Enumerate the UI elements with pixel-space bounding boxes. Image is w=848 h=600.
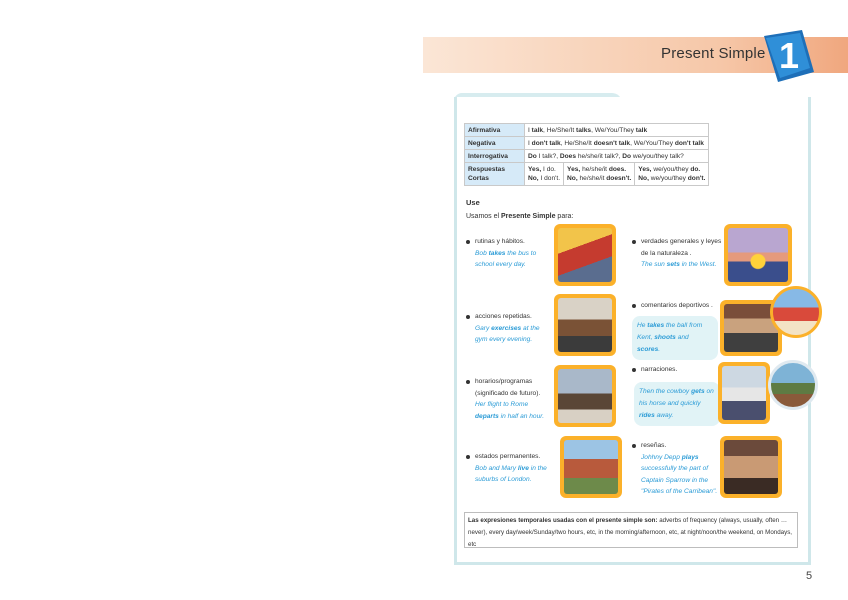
unit-badge [762,28,816,84]
row-label: Negativa [465,137,525,150]
row-label: Interrogativa [465,150,525,163]
use-item-truths: verdades generales y leyes de la naturaleza . The sun sets in the West. [632,236,724,271]
table-cell: I talk, He/She/It talks, We/You/They talk [525,124,709,137]
use-item-repeated: acciones repetidas. Gary exercises at the gym every evening. [466,311,552,346]
use-item-reviews: reseñas. Johhny Depp plays successfully the part of Captain Sparrow in the "Pirates of the Carribean". [632,440,718,498]
photo-gym [554,294,616,356]
table-cell: Yes, he/she/it does. No, he/she/it doesn't. [564,163,635,186]
photo-reading-boy [718,362,770,424]
time-expressions-note: Las expresiones temporales usadas con el presente simple son: adverbs of frequency (always, usually, often … never), every day/week/Sunday/two hours, etc, in the morning/afternoon, etc, at night/noon/the weekend, on Mondays, etc [464,512,798,548]
unit-number: 1 [778,35,800,76]
use-heading: Use [466,198,480,207]
photo-cowboy [768,360,818,410]
photo-bus-student [554,224,616,286]
table-row [465,124,709,137]
table-cell: I don't talk, He/She/It doesn't talk, We/You/They don't talk [525,137,709,150]
use-item-states: estados permanentes. Bob and Mary live in the suburbs of London. [466,451,552,486]
photo-couple-house [560,436,622,498]
use-item-sports: comentarios deportivos . [632,300,724,312]
table-row [465,137,709,150]
example-bubble-sports: He takes the ball from Kent, shoots and scores. [632,316,718,360]
photo-soccer-player [770,286,822,338]
use-item-narratives: narraciones. [632,364,724,376]
use-item-schedules: horarios/programas (significado de futuro). Her flight to Rome departs in half an hour. [466,376,552,422]
page-title: Present Simple [661,45,766,62]
page-number: 5 [806,570,813,582]
table-row [465,163,709,186]
row-label: Respuestas Cortas [465,163,525,186]
use-intro: Usamos el Presente Simple para: [466,213,574,220]
use-item-routines: rutinas y hábitos. Bob takes the bus to school every day. [466,236,552,271]
row-label: Afirmativa [465,124,525,137]
table-row [465,150,709,163]
example-bubble-narratives: Then the cowboy gets on his horse and quickly rides away. [634,382,720,426]
table-cell: Do I talk?, Does he/she/it talk?, Do we/you/they talk? [525,150,709,163]
grammar-table [464,123,709,186]
table-cell: Yes, I do. No, I don't. [525,163,564,186]
table-cell: Yes, we/you/they do. No, we/you/they don't. [635,163,709,186]
photo-sunset [724,224,792,286]
photo-airport [554,365,616,427]
photo-jack-sparrow [720,436,782,498]
